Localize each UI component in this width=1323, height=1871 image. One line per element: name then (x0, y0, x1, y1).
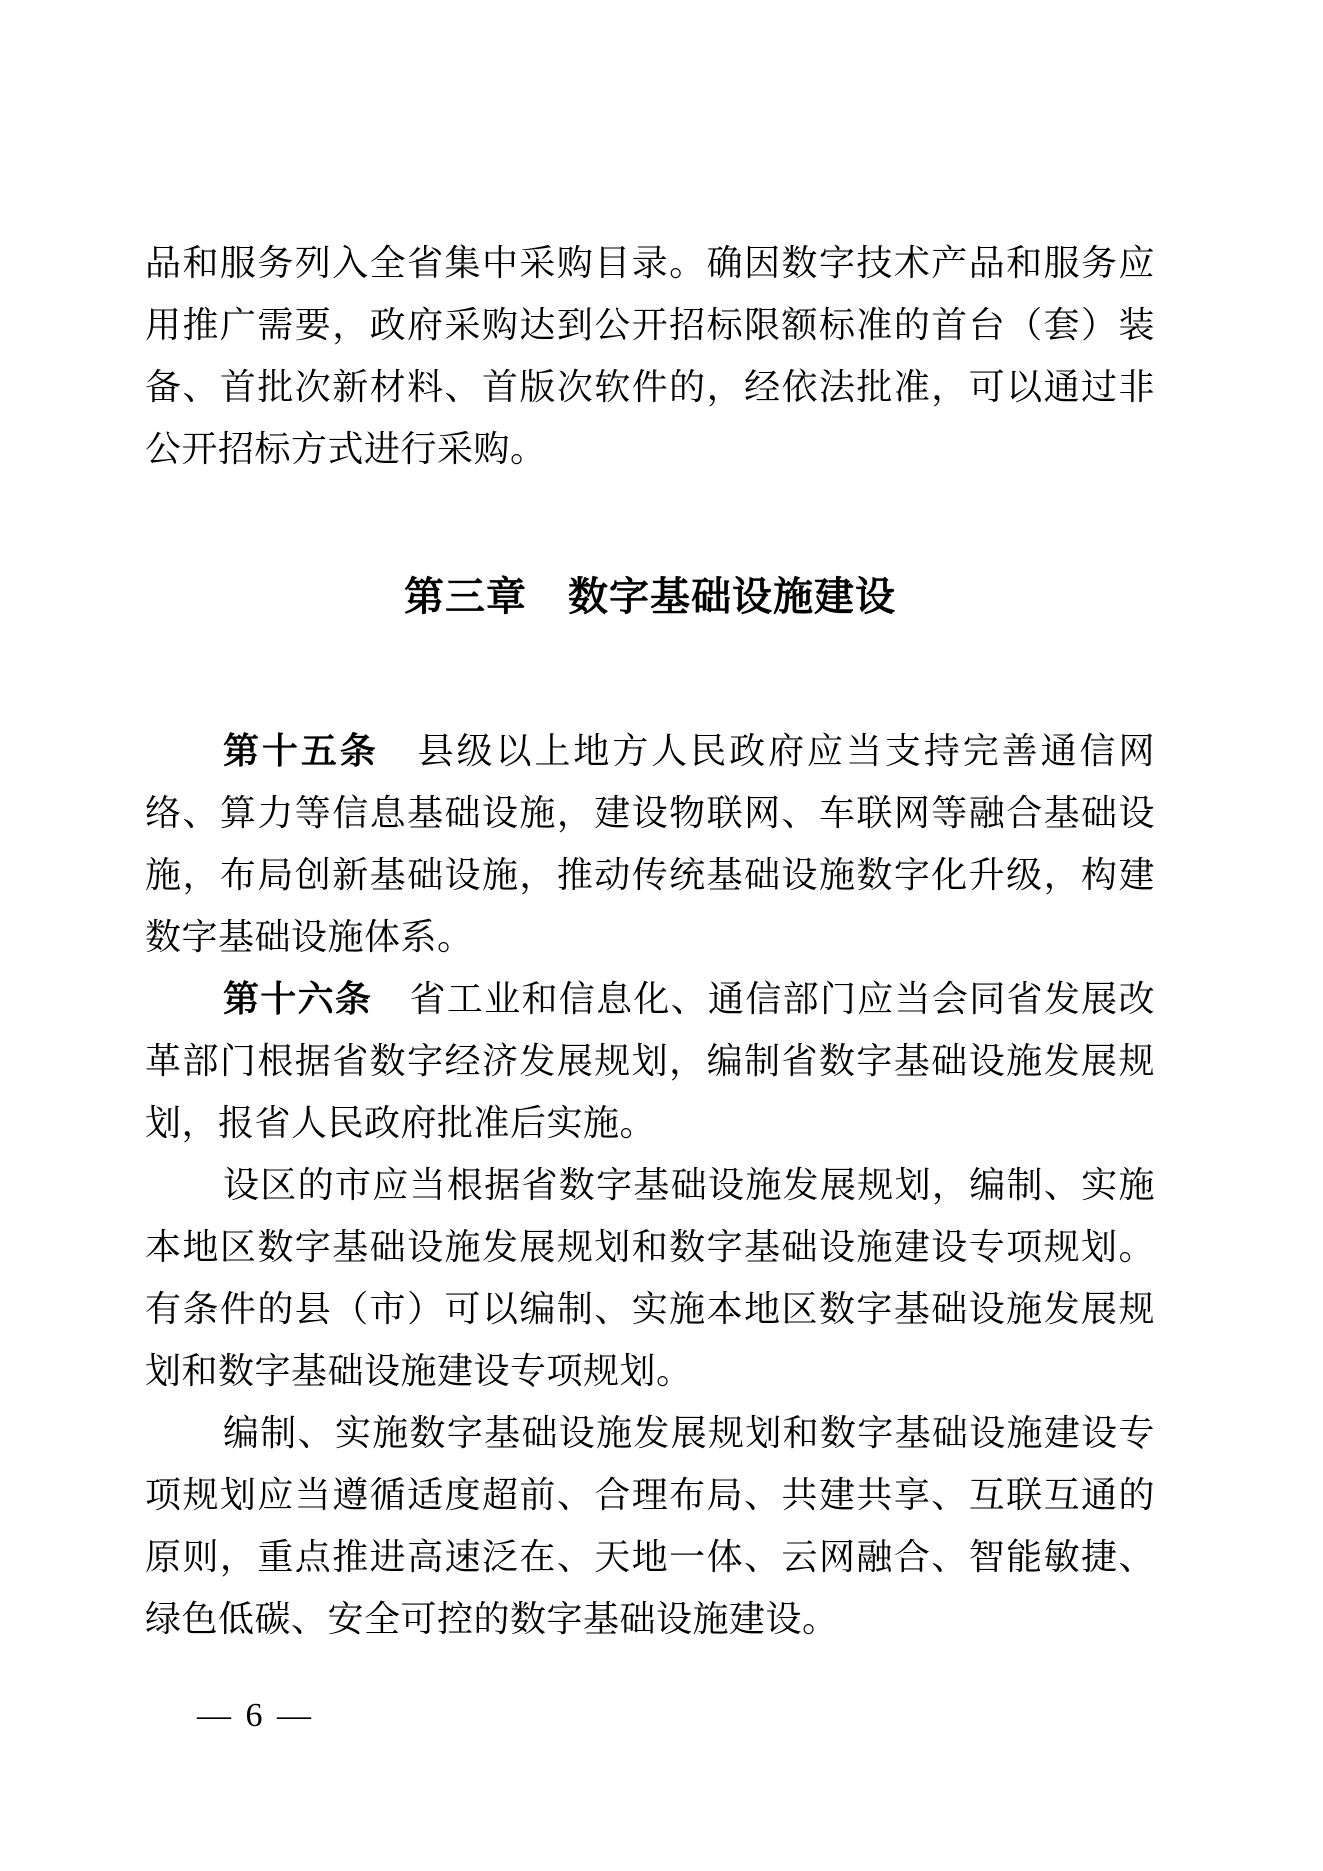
continuation-paragraph (145, 232, 1155, 480)
paragraph-text: 品和服务列入全省集中采购目录。确因数字技术产品和服务应用推广需要，政府采购达到公开招标限额标准的首台（套）装备、首批次新材料、首版次软件的，经依法批准，可以通过非公开招标方式进行采购。 (145, 243, 1155, 469)
article-16-paragraph (145, 968, 1155, 1154)
document-body (145, 232, 1155, 1650)
article-16-paragraph-2 (145, 1154, 1155, 1402)
article-15-number: 第十五条 (223, 730, 379, 771)
page-number: — 6 — (197, 1697, 314, 1734)
article-16-number: 第十六条 (223, 978, 373, 1019)
article-15-text: 县级以上地方人民政府应当支持完善通信网络、算力等信息基础设施，建设物联网、车联网等融合基础设施，布局创新基础设施，推动传统基础设施数字化升级，构建数字基础设施体系。 (145, 731, 1155, 957)
chapter-heading: 第三章 数字基础设施建设 (404, 575, 896, 619)
article-16-paragraph-2-text: 设区的市应当根据省数字基础设施发展规划，编制、实施本地区数字基础设施发展规划和数字基础设施建设专项规划。有条件的县（市）可以编制、实施本地区数字基础设施发展规划和数字基础设施建设专项规划。 (145, 1165, 1155, 1391)
page-footer (145, 1696, 1323, 1736)
article-15-paragraph (145, 720, 1155, 968)
article-16-paragraph-3-text: 编制、实施数字基础设施发展规划和数字基础设施建设专项规划应当遵循适度超前、合理布局、共建共享、互联互通的原则，重点推进高速泛在、天地一体、云网融合、智能敏捷、绿色低碳、安全可控的数字基础设施建设。 (145, 1413, 1155, 1639)
article-16-text: 省工业和信息化、通信部门应当会同省发展改革部门根据省数字经济发展规划，编制省数字基础设施发展规划，报省人民政府批准后实施。 (145, 979, 1155, 1143)
article-16-paragraph-3 (145, 1402, 1155, 1650)
